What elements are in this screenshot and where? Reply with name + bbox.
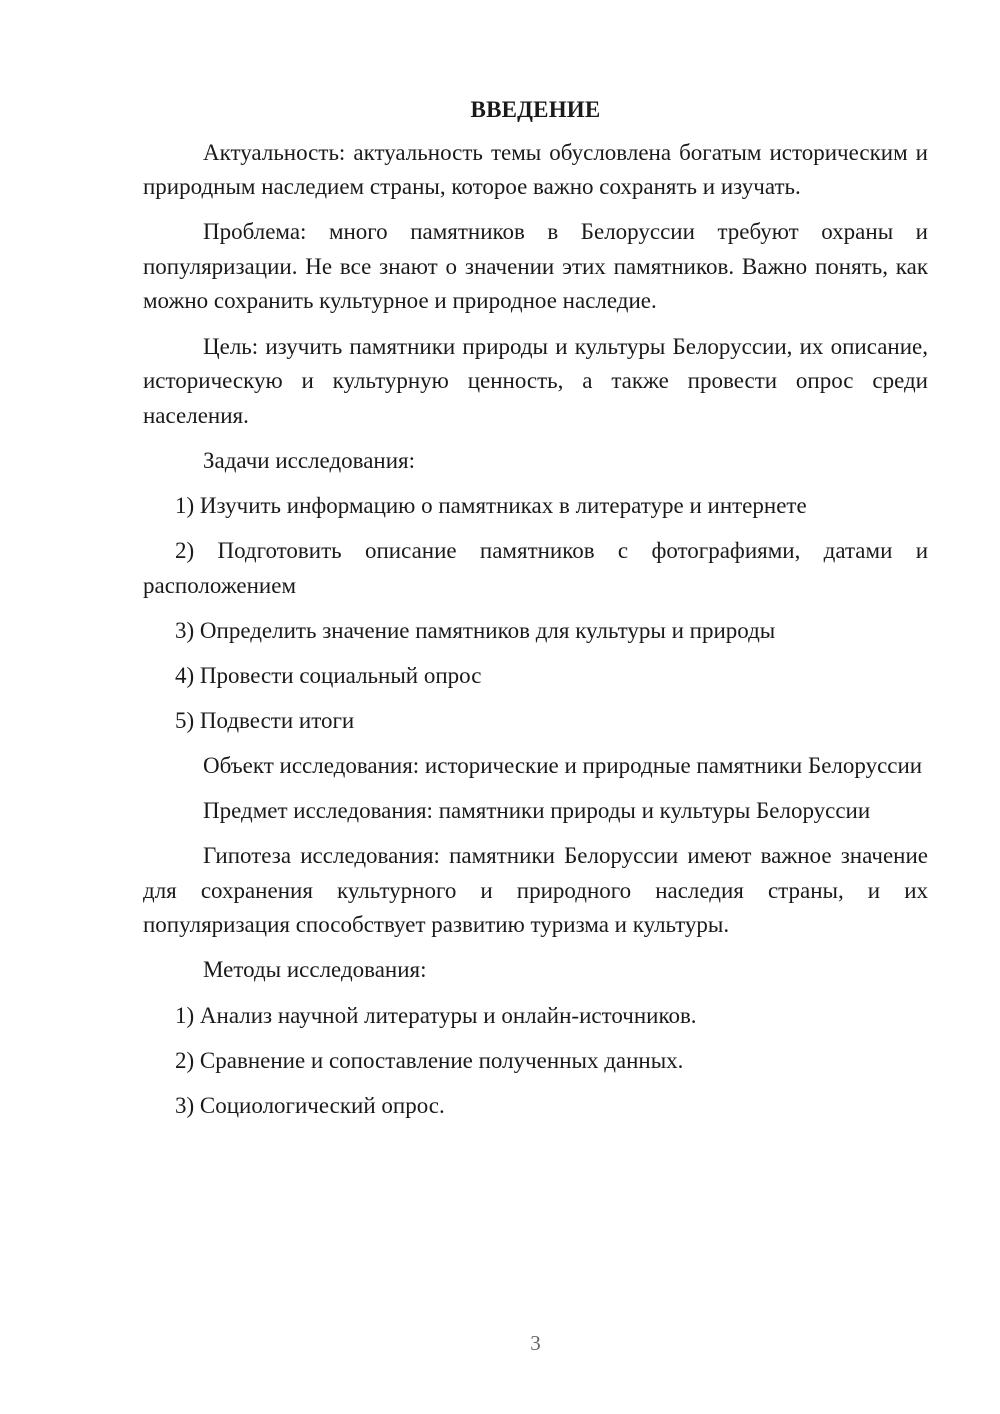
task-item: 2) Подготовить описание памятников с фотографиями, датами и расположением (143, 538, 928, 598)
page-number: 3 (530, 1331, 541, 1355)
tasks-heading: Задачи исследования: (203, 447, 416, 473)
object-paragraph: Объект исследования: исторические и природные памятники Белоруссии (203, 753, 923, 778)
problem-paragraph: Проблема: много памятников в Белоруссии требуют охраны и популяризации. Не все знают о значении этих памятников. Важно понять, как можно сохранить культурное и природное наследие. (143, 219, 928, 314)
page-content (143, 93, 928, 1134)
relevance-paragraph: Актуальность: актуальность темы обусловлена богатым историческим и природным наследием страны, которое важно сохранять и изучать. (143, 139, 928, 200)
task-item: 1) Изучить информацию о памятниках в литературе и интернете (175, 492, 807, 518)
method-item: 2) Сравнение и сопоставление полученных данных. (175, 1047, 684, 1073)
hypothesis-paragraph: Гипотеза исследования: памятники Белоруссии имеют важное значение для сохранения культурного и природного наследия страны, и их популяризация способствует развитию туризма и культуры. (143, 843, 928, 938)
page-title: ВВЕДЕНИЕ (470, 97, 601, 122)
subject-paragraph: Предмет исследования: памятники природы и культуры Белоруссии (203, 798, 871, 824)
goal-paragraph: Цель: изучить памятники природы и культуры Белоруссии, их описание, историческую и культурную ценность, а также провести опрос среди населения. (143, 333, 928, 428)
task-item: 5) Подвести итоги (175, 707, 355, 733)
method-item: 1) Анализ научной литературы и онлайн-источников. (175, 1002, 697, 1028)
method-item: 3) Социологический опрос. (175, 1092, 445, 1118)
task-item: 4) Провести социальный опрос (175, 662, 482, 688)
task-item: 3) Определить значение памятников для культуры и природы (175, 617, 776, 643)
methods-heading: Методы исследования: (203, 957, 427, 983)
